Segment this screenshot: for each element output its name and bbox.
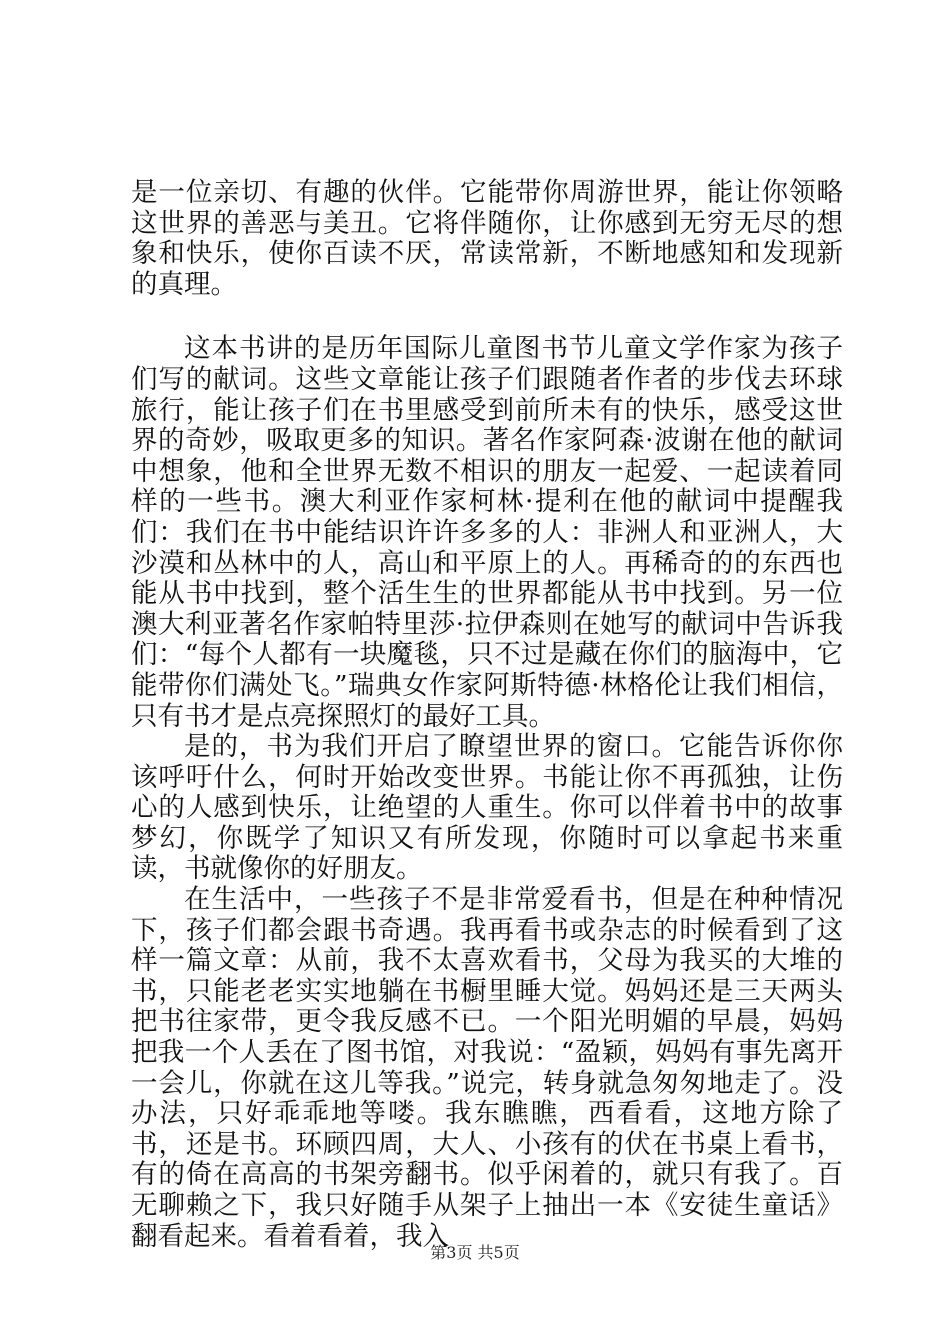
page-number-footer: 第3页 共5页 (430, 1243, 520, 1262)
paragraph-continuation: 是一位亲切、有趣的伙伴。它能带你周游世界，能让你领略这世界的善恶与美丑。它将伴随你，让你感到无穷无尽的想象和快乐，使你百读不厌，常读常新，不断地感知和发现新的真理。 (131, 177, 843, 300)
document-body (131, 178, 843, 1252)
paragraph-spacer (131, 300, 843, 334)
paragraph-window-to-world: 是的，书为我们开启了瞭望世界的窗口。它能告诉你你该呼吁什么，何时开始改变世界。书能让你不再孤独，让伤心的人感到快乐，让绝望的人重生。你可以伴着书中的故事梦幻，你既学了知识又有所发现，你随时可以拿起书来重读，书就像你的好朋友。 (131, 731, 843, 885)
paragraph-dedications: 这本书讲的是历年国际儿童图书节儿童文学作家为孩子们写的献词。这些文章能让孩子们跟随者作者的步伐去环球旅行，能让孩子们在书里感受到前所未有的快乐，感受这世界的奇妙，吸取更多的知识。著名作家阿森·波谢在他的献词中想象，他和全世界无数不相识的朋友一起爱、一起读着同样的一些书。澳大利亚作家柯林·提利在他的献词中提醒我们：我们在书中能结识许许多多的人：非洲人和亚洲人，大沙漠和丛林中的人，高山和平原上的人。再稀奇的的东西也能从书中找到，整个活生生的世界都能从书中找到。另一位澳大利亚著名作家帕特里莎·拉伊森则在她写的献词中告诉我们：“每个人都有一块魔毯，只不过是藏在你们的脑海中，它能带你们满处飞。”瑞典女作家阿斯特德·林格伦让我们相信，只有书才是点亮探照灯的最好工具。 (131, 333, 843, 732)
paragraph-library-story: 在生活中，一些孩子不是非常爱看书，但是在种种情况下，孩子们都会跟书奇遇。我再看书或杂志的时候看到了这样一篇文章：从前，我不太喜欢看书，父母为我买的大堆的书，只能老老实实地躺在书橱里睡大觉。妈妈还是三天两头把书往家带，更令我反感不已。一个阳光明媚的早晨，妈妈把我一个人丢在了图书馆，对我说：“盈颖，妈妈有事先离开一会儿，你就在这儿等我。”说完，转身就急匆匆地走了。没办法，只好乖乖地等喽。我东瞧瞧，西看看，这地方除了书，还是书。环顾四周，大人、小孩有的伏在书桌上看书，有的倚在高高的书架旁翻书。似乎闲着的，就只有我了。百无聊赖之下，我只好随手从架子上抽出一本《安徒生童话》翻看起来。看着看着，我入 (131, 884, 843, 1252)
